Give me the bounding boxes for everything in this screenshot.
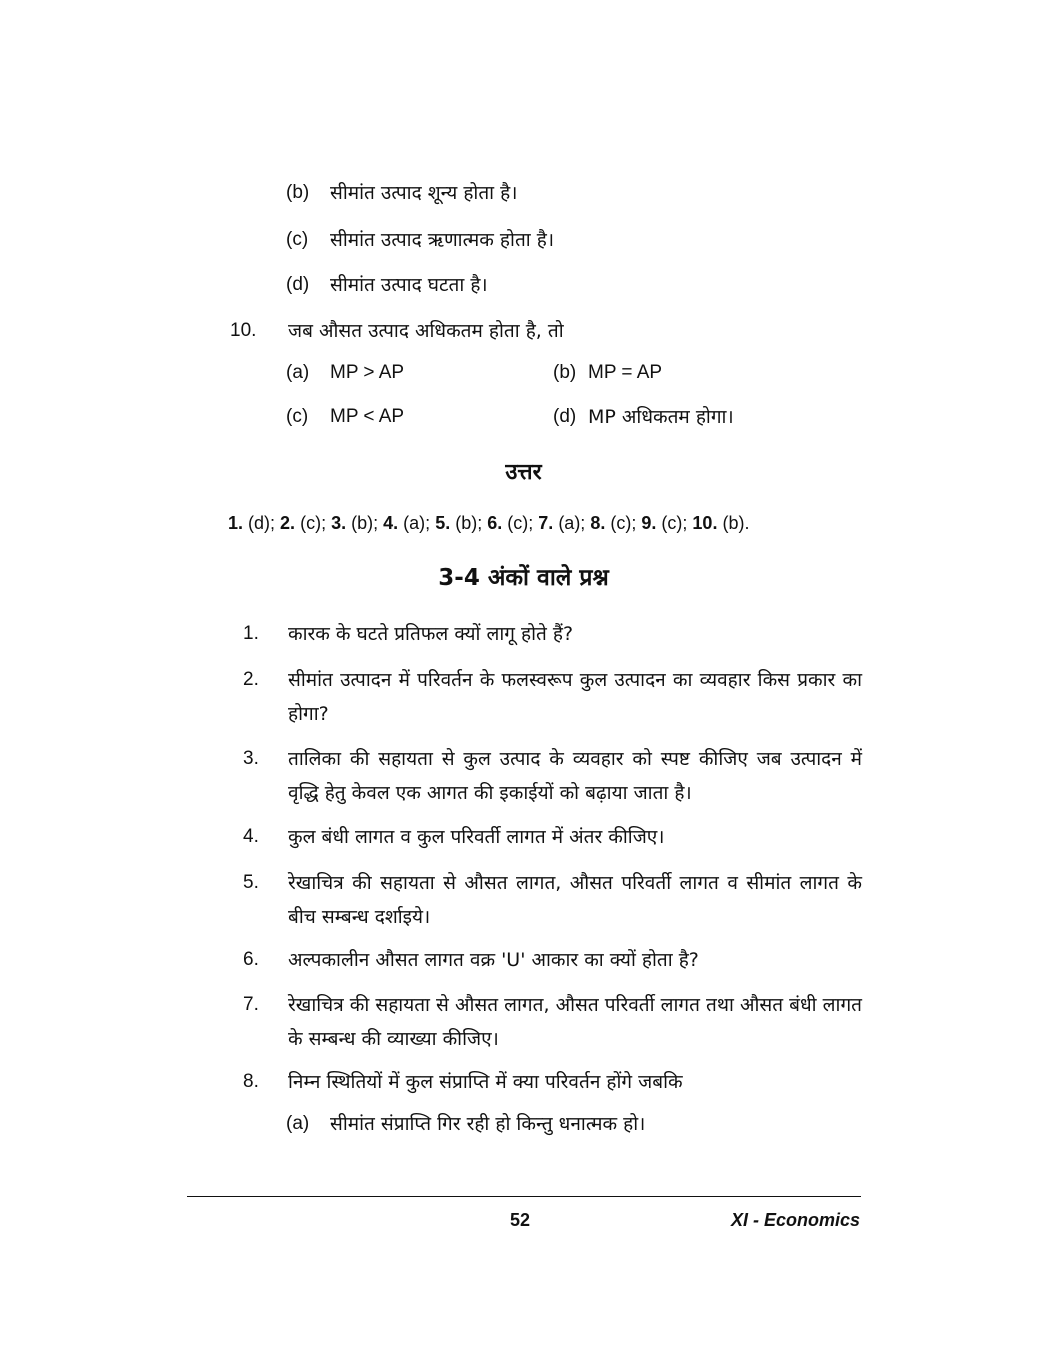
option-text: MP > AP <box>330 362 405 383</box>
option-label: (b) <box>286 182 310 203</box>
option-text: MP अधिकतम होगा। <box>588 406 734 428</box>
footer-subject: XI - Economics <box>730 1210 860 1230</box>
question-number: 7. <box>243 994 259 1015</box>
question-number: 10. <box>230 320 257 341</box>
option-label: (a) <box>286 362 310 383</box>
question-text: अल्पकालीन औसत लागत वक्र 'U' आकार का क्यों होता है? <box>288 949 699 971</box>
question-number: 4. <box>243 826 259 847</box>
answer-item: 1. (d); <box>228 513 276 533</box>
question-number: 8. <box>243 1071 259 1092</box>
option-text: सीमांत उत्पाद घटता है। <box>330 274 488 296</box>
question-number: 5. <box>243 872 259 893</box>
page-number: 52 <box>510 1210 531 1230</box>
answer-item: 9. (c); <box>641 513 688 533</box>
question-text: निम्न स्थितियों में कुल संप्राप्ति में क्या परिवर्तन होंगे जबकि <box>288 1071 683 1093</box>
question-number: 6. <box>243 949 259 970</box>
answer-item: 8. (c); <box>590 513 637 533</box>
question-text: कारक के घटते प्रतिफल क्यों लागू होते हैं? <box>288 623 574 645</box>
answer-item: 6. (c); <box>487 513 534 533</box>
answer-item: 7. (a); <box>538 513 586 533</box>
option-label: (c) <box>286 406 309 427</box>
question-text: सीमांत उत्पादन में परिवर्तन के फलस्वरूप कुल उत्पादन का व्यवहार किस प्रकार का होगा? <box>288 669 862 725</box>
option-label: (d) <box>553 406 577 427</box>
option-label: (b) <box>553 362 577 383</box>
question-number: 3. <box>243 748 259 769</box>
question-text: तालिका की सहायता से कुल उत्पाद के व्यवहार को स्पष्ट कीजिए जब उत्पादन में वृद्धि हेतु केवल एक आगत की इकाईयों को बढ़ाया जाता है। <box>288 748 862 804</box>
answer-item: 5. (b); <box>435 513 483 533</box>
option-text: सीमांत उत्पाद शून्य होता है। <box>330 182 518 204</box>
option-text: सीमांत संप्राप्ति गिर रही हो किन्तु धनात्मक हो। <box>330 1113 646 1135</box>
option-label: (d) <box>286 274 310 295</box>
question-text: रेखाचित्र की सहायता से औसत लागत, औसत परिवर्ती लागत व सीमांत लागत के बीच सम्बन्ध दर्शाइये। <box>288 872 862 928</box>
answer-item: 2. (c); <box>280 513 327 533</box>
option-label: (c) <box>286 229 309 250</box>
question-text: रेखाचित्र की सहायता से औसत लागत, औसत परिवर्ती लागत तथा औसत बंधी लागत के सम्बन्ध की व्याख्या कीजिए। <box>288 994 862 1050</box>
answer-item: 3. (b); <box>331 513 379 533</box>
question-text: जब औसत उत्पाद अधिकतम होता है, तो <box>288 320 564 342</box>
question-number: 2. <box>243 669 259 690</box>
question-text: कुल बंधी लागत व कुल परिवर्ती लागत में अंतर कीजिए। <box>288 826 665 848</box>
answer-item: 10. (b). <box>692 513 750 533</box>
footer-divider <box>187 1196 861 1197</box>
section-heading: 3-4 अंकों वाले प्रश्न <box>438 565 609 591</box>
option-text: MP = AP <box>588 362 663 383</box>
option-label: (a) <box>286 1113 310 1134</box>
answer-item: 4. (a); <box>383 513 431 533</box>
question-number: 1. <box>243 623 259 644</box>
option-text: MP < AP <box>330 406 405 427</box>
option-text: सीमांत उत्पाद ऋणात्मक होता है। <box>330 229 555 251</box>
answer-key <box>228 509 749 537</box>
answers-heading: उत्तर <box>505 460 542 485</box>
